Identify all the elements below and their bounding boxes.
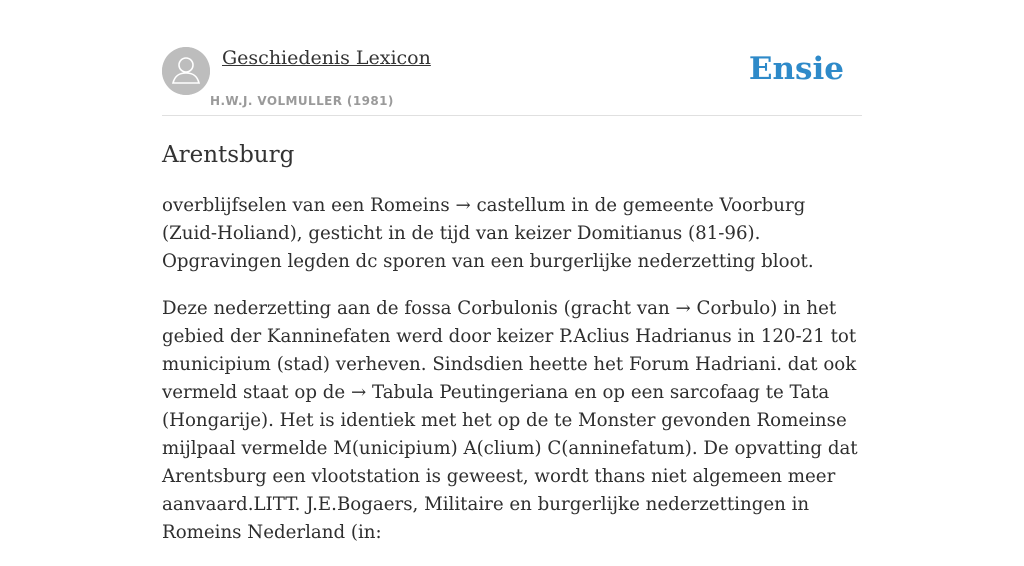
entry-paragraph-2 xyxy=(162,295,862,547)
page xyxy=(162,0,862,543)
cross-reference-link-tabula[interactable]: → Tabula Peutingeriana xyxy=(350,382,569,403)
source-author: H.W.J. VOLMULLER (1981) xyxy=(210,94,394,108)
person-icon xyxy=(162,47,210,95)
entry-title: Arentsburg xyxy=(162,142,295,168)
entry-text: en op een sarcofaag te Tata (Hongarije). Het is identiek met het op de te Monster gevonden Romeinse mijlpaal vermelde M(unicipium) A(clium) C(anninefatum). De opvatting dat Arentsburg een vlootstation is geweest, wordt thans niet algemeen meer aanvaard.LITT. J.E.Bogaers, Militaire en burgerlijke nederzettingen in Romeins Nederland (in: xyxy=(162,382,858,543)
source-title-link[interactable]: Geschiedenis Lexicon xyxy=(222,47,431,69)
entry-text: in de gemeente Voorburg (Zuid-Holiand), gesticht in de tijd van keizer Domitianus (81-96). Opgravingen legden dc sporen van een burgerlijke nederzetting bloot. xyxy=(162,195,814,272)
user-avatar-icon[interactable] xyxy=(162,47,210,95)
source-header xyxy=(162,0,862,116)
entry-body xyxy=(162,192,862,566)
cross-reference-link-corbulo[interactable]: → Corbulo xyxy=(675,298,771,319)
entry-text: overblijfselen van een Romeins xyxy=(162,195,456,216)
entry-text: ) in het gebied der Kanninefaten werd door keizer P.Aclius Hadrianus in 120-21 tot municipium (stad) verheven. Sindsdien heette het Forum Hadriani. dat ook vermeld staat op de xyxy=(162,298,857,403)
cross-reference-link-castellum[interactable]: → castellum xyxy=(455,195,566,216)
entry-paragraph-1 xyxy=(162,192,862,276)
ensie-logo[interactable]: Ensie xyxy=(748,51,844,87)
entry-text: Deze nederzetting aan de fossa Corbulonis (gracht van xyxy=(162,298,676,319)
